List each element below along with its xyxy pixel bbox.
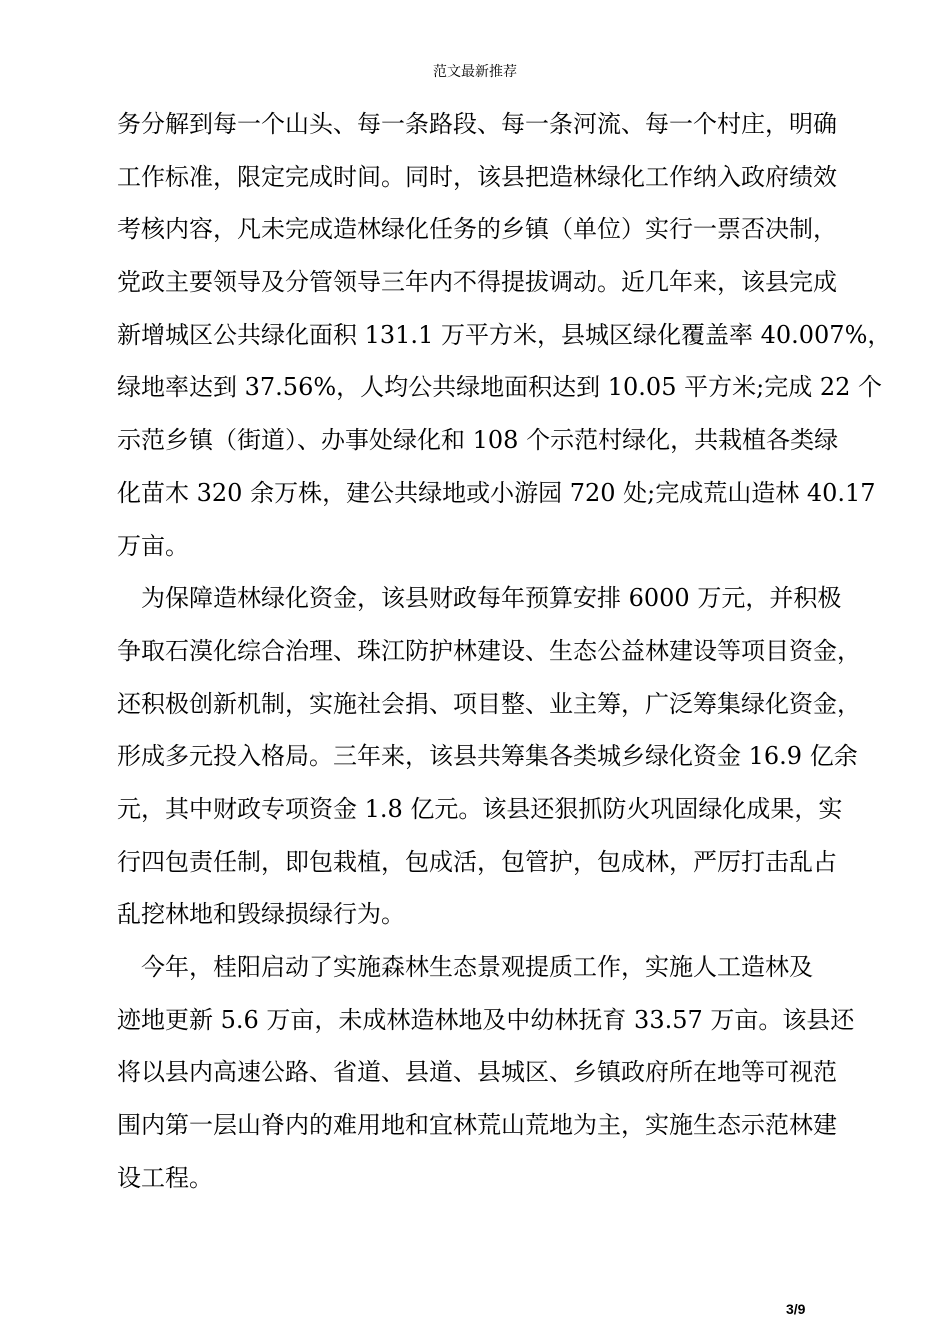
paragraph-1 xyxy=(117,98,892,572)
text-line: 考核内容，凡未完成造林绿化任务的乡镇（单位）实行一票否决制， xyxy=(117,215,837,244)
text-line: 为保障造林绿化资金，该县财政每年预算安排 6000 万元，并积极 xyxy=(117,584,842,613)
text-line: 党政主要领导及分管领导三年内不得提拔调动。近几年来，该县完成 xyxy=(117,268,837,297)
page-header: 范文最新推荐 xyxy=(433,64,517,80)
text-line: 工作标准，限定完成时间。同时，该县把造林绿化工作纳入政府绩效 xyxy=(117,162,837,191)
text-line: 务分解到每一个山头、每一条路段、每一条河流、每一个村庄，明确 xyxy=(117,110,837,138)
text-line: 争取石漠化综合治理、珠江防护林建设、生态公益林建设等项目资金， xyxy=(117,636,861,665)
text-line: 万亩。 xyxy=(117,531,189,560)
text-line: 示范乡镇（街道）、办事处绿化和 108 个示范村绿化，共栽植各类绿 xyxy=(117,426,839,455)
text-line: 新增城区公共绿化面积 131.1 万平方米，县城区绿化覆盖率 40.007%， xyxy=(117,320,892,349)
text-line: 将以县内高速公路、省道、县道、县城区、乡镇政府所在地等可视范 xyxy=(117,1058,837,1087)
text-line: 元，其中财政专项资金 1.8 亿元。该县还狠抓防火巩固绿化成果，实 xyxy=(117,794,843,823)
text-line: 设工程。 xyxy=(117,1163,213,1192)
text-line: 化苗木 320 余万株，建公共绿地或小游园 720 处;完成荒山造林 40.17 xyxy=(117,478,876,507)
text-line: 绿地率达到 37.56%，人均公共绿地面积达到 10.05 平方米;完成 22 个 xyxy=(117,373,882,402)
text-line: 乱挖林地和毁绿损绿行为。 xyxy=(117,900,405,929)
paragraph-3 xyxy=(117,941,855,1204)
text-line: 还积极创新机制，实施社会捐、项目整、业主筹，广泛筹集绿化资金， xyxy=(117,689,861,718)
text-line: 形成多元投入格局。三年来，该县共筹集各类城乡绿化资金 16.9 亿余 xyxy=(117,742,858,771)
text-line: 围内第一层山脊内的难用地和宜林荒山荒地为主，实施生态示范林建 xyxy=(117,1111,837,1140)
document-body xyxy=(117,98,892,1204)
text-line: 行四包责任制，即包栽植，包成活，包管护，包成林，严厉打击乱占 xyxy=(117,847,837,876)
paragraph-2 xyxy=(117,572,861,941)
text-line: 今年，桂阳启动了实施森林生态景观提质工作，实施人工造林及 xyxy=(117,953,813,981)
page-number: 3/9 xyxy=(786,1301,806,1317)
text-line: 迹地更新 5.6 万亩，未成林造林地及中幼林抚育 33.57 万亩。该县还 xyxy=(117,1005,855,1034)
